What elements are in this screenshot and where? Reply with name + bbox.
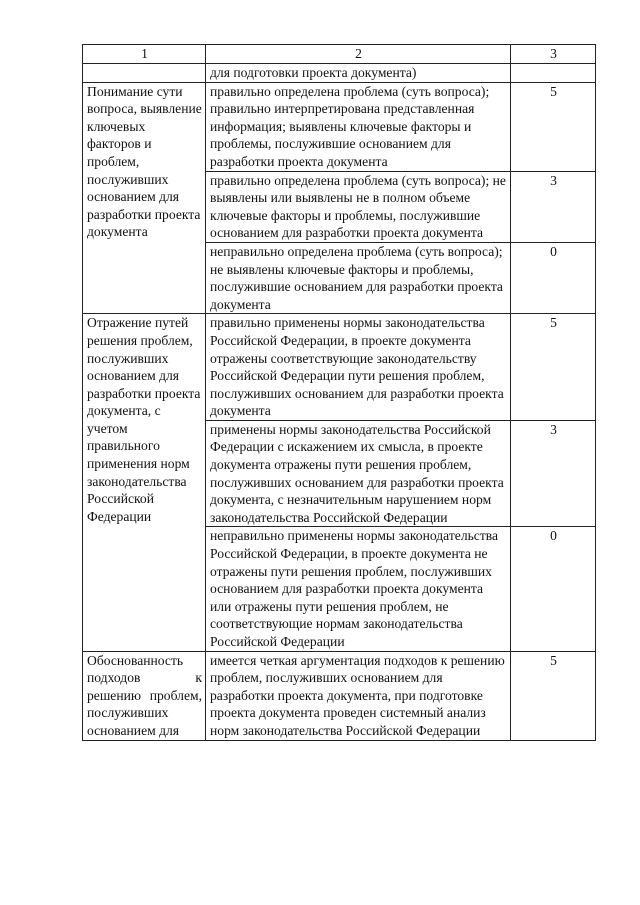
score-value: 3 (511, 171, 596, 242)
level-description: неправильно применены нормы законодательства Российской Федерации, в проекте документа не отражены пути решения проблем, послуживших основанием для разработки проекта документа или отражены пути решения проблем, не соответствующие нормам законодательства Российской Федерации (206, 527, 511, 651)
continuation-text: для подготовки проекта документа) (206, 64, 511, 83)
column-number-2: 2 (206, 45, 511, 64)
table-row (83, 651, 596, 740)
level-description: неправильно определена проблема (суть вопроса); не выявлены ключевые факторы и проблемы, послужившие основанием для разработки проекта документа (206, 242, 511, 313)
column-number-3: 3 (511, 45, 596, 64)
score-value: 5 (511, 651, 596, 740)
level-description: применены нормы законодательства Российской Федерации с искажением их смысла, в проекте документа отражены пути решения проблем, послуживших основанием для разработки проекта документа, с незначительным нарушением норм законодательства Российской Федерации (206, 420, 511, 527)
criterion-cell-empty (83, 64, 206, 83)
column-number-1: 1 (83, 45, 206, 64)
table-row (83, 82, 596, 171)
score-value: 0 (511, 527, 596, 651)
level-description: правильно применены нормы законодательства Российской Федерации, в проекте документа отражены соответствующие законодательству Российской Федерации пути решения проблем, послуживших основанием для разработки проекта документа (206, 314, 511, 421)
criterion-title: Обоснованность подходов к решению проблем, послуживших основанием для (83, 651, 206, 740)
table-row (83, 314, 596, 421)
score-value: 5 (511, 82, 596, 171)
evaluation-criteria-table (82, 44, 596, 741)
level-description: имеется четкая аргументация подходов к решению проблем, послуживших основанием для разработки проекта документа, при подготовке проекта документа проведен системный анализ норм законодательства Российской Федерации (206, 651, 511, 740)
criterion-title: Отражение путей решения проблем, послуживших основанием для разработки проекта документа, с учетом правильного применения норм законодательства Российской Федерации (83, 314, 206, 651)
score-cell-empty (511, 64, 596, 83)
score-value: 3 (511, 420, 596, 527)
table-row (83, 64, 596, 83)
level-description: правильно определена проблема (суть вопроса); не выявлены или выявлены не в полном объеме ключевые факторы и проблемы, послужившие основанием для разработки проекта документа (206, 171, 511, 242)
criterion-title: Понимание сути вопроса, выявление ключевых факторов и проблем, послуживших основанием для разработки проекта документа (83, 82, 206, 314)
score-value: 5 (511, 314, 596, 421)
score-value: 0 (511, 242, 596, 313)
level-description: правильно определена проблема (суть вопроса); правильно интерпретирована представленная информация; выявлены ключевые факторы и проблемы, послужившие основанием для разработки проекта документа (206, 82, 511, 171)
table-header-row (83, 45, 596, 64)
